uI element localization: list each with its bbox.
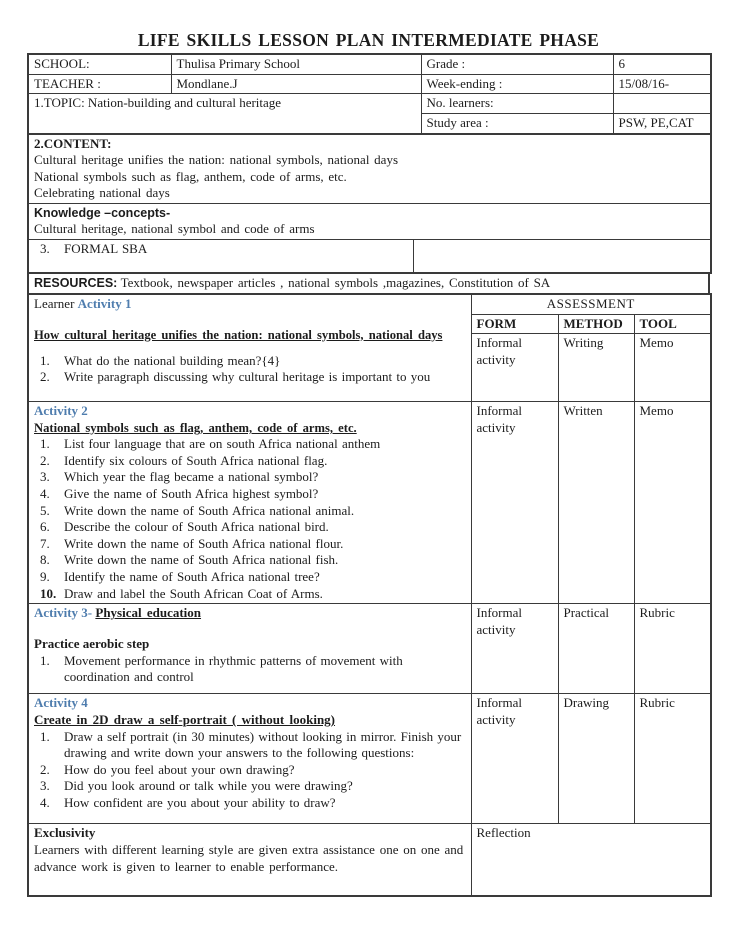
learners-value-cell	[613, 94, 711, 114]
activity-2-form-cell: Informal activity	[471, 402, 558, 604]
knowledge-heading: Knowledge –concepts-	[34, 206, 171, 220]
activity-1-label: Activity 1	[77, 296, 132, 312]
item-number: 7.	[40, 535, 50, 551]
content-row	[28, 134, 711, 204]
activity-4-label: Activity 4	[34, 695, 88, 711]
study-area-label-cell: Study area :	[421, 113, 613, 133]
item-number: 1.	[40, 728, 50, 744]
list-item	[34, 778, 466, 795]
formal-sba-number: 3.	[40, 240, 50, 256]
activity-3-method-cell: Practical	[558, 604, 634, 694]
assessment-header-cell: ASSESSMENT	[471, 294, 711, 314]
resources-text: Textbook, newspaper articles , national symbols ,magazines, Constitution of SA	[120, 275, 551, 291]
activity-1-tool-cell: Memo	[634, 334, 711, 402]
activity-2-cell	[28, 402, 471, 604]
teacher-row	[28, 74, 711, 94]
item-number: 1.	[40, 436, 50, 452]
exclusivity-text: Learners with different learning style are given extra assistance one on one and advance work is given to learner to enable performance.	[34, 841, 464, 874]
activity-1-label-line	[34, 296, 466, 313]
list-item	[34, 552, 466, 569]
content-heading: 2.CONTENT:	[34, 135, 112, 151]
list-item	[34, 536, 466, 553]
item-text: Movement performance in rhythmic patterns of movement with coordination and control	[64, 652, 403, 685]
content-line: Celebrating national days	[34, 185, 170, 201]
learners-label-cell: No. learners:	[421, 94, 613, 114]
activity-3-heading: Physical education	[95, 605, 202, 621]
item-text: Which year the flag became a national symbol?	[64, 469, 319, 485]
content-table	[27, 133, 712, 275]
study-area-value-cell: PSW, PE,CAT	[613, 113, 711, 133]
list-item	[34, 795, 466, 812]
tool-column-header: TOOL	[634, 314, 711, 334]
formal-sba-text: FORMAL SBA	[64, 240, 148, 256]
resources-cell	[28, 273, 709, 294]
resources-table	[27, 272, 710, 295]
item-text: Write paragraph discussing why cultural heritage is important to you	[64, 369, 431, 385]
activity-4-method-cell: Drawing	[558, 694, 634, 824]
list-item	[34, 762, 466, 779]
item-text: Write down the name of South Africa national animal.	[64, 502, 355, 518]
week-ending-value-cell: 15/08/16-	[613, 74, 711, 94]
activity-3-subheading: Practice aerobic step	[34, 635, 150, 651]
item-number: 1.	[40, 352, 50, 368]
grade-label-cell: Grade :	[421, 54, 613, 74]
teacher-label-cell: TEACHER :	[28, 74, 171, 94]
week-ending-label-cell: Week-ending :	[421, 74, 613, 94]
activity-1-heading: How cultural heritage unifies the nation: national symbols, national days	[34, 327, 443, 342]
activity-4-row	[28, 694, 711, 824]
list-item	[34, 486, 466, 503]
reflection-cell: Reflection	[471, 824, 711, 896]
teacher-value-cell: Mondlane.J	[171, 74, 421, 94]
list-item	[34, 369, 466, 386]
resources-label: RESOURCES:	[34, 276, 118, 291]
formal-sba-cell	[28, 239, 413, 273]
list-item	[34, 729, 466, 762]
item-number: 10.	[40, 585, 57, 601]
activity-3-label-line	[34, 605, 466, 622]
item-text: How do you feel about your own drawing?	[64, 761, 295, 777]
topic-cell: 1.TOPIC: Nation-building and cultural heritage	[28, 94, 421, 134]
item-text: Identify the name of South Africa national tree?	[64, 569, 320, 585]
activity-2-heading: National symbols such as flag, anthem, code of arms, etc.	[34, 421, 357, 435]
list-item	[34, 569, 466, 586]
activity-2-label: Activity 2	[34, 403, 88, 419]
item-text: What do the national building mean?{4}	[64, 352, 281, 368]
item-number: 3.	[40, 469, 50, 485]
activity-4-heading: Create in 2D draw a self-portrait ( without looking)	[34, 711, 336, 727]
content-cell	[28, 134, 711, 204]
topic-row	[28, 94, 711, 114]
item-number: 9.	[40, 569, 50, 585]
item-text: Did you look around or talk while you were drawing?	[64, 778, 353, 794]
item-number: 4.	[40, 795, 50, 811]
list-item	[34, 519, 466, 536]
item-text: Write down the name of South Africa national flour.	[64, 535, 344, 551]
exclusivity-heading: Exclusivity	[34, 825, 96, 841]
list-item	[34, 469, 466, 486]
item-text: List four language that are on south Africa national anthem	[64, 436, 381, 452]
item-text: How confident are you about your ability to draw?	[64, 795, 336, 811]
formal-sba-empty-cell	[413, 239, 711, 273]
exclusivity-row	[28, 824, 711, 896]
document-title: LIFE SKILLS LESSON PLAN INTERMEDIATE PHASE	[137, 30, 600, 50]
knowledge-row	[28, 204, 711, 240]
activity-3-row	[28, 604, 711, 694]
list-item	[34, 653, 466, 686]
activity-2-row	[28, 402, 711, 604]
item-number: 2.	[40, 369, 50, 385]
item-text: Draw and label the South African Coat of Arms.	[64, 585, 323, 601]
activity-3-form-cell: Informal activity	[471, 604, 558, 694]
item-text: Write down the name of South Africa national fish.	[64, 552, 339, 568]
list-item	[34, 503, 466, 520]
activity-3-tool-cell: Rubric	[634, 604, 711, 694]
knowledge-cell	[28, 204, 711, 240]
list-item	[34, 453, 466, 470]
header-info-table	[27, 53, 712, 135]
item-text: Describe the colour of South Africa national bird.	[64, 519, 329, 535]
formal-sba-row	[28, 239, 711, 273]
item-text: Give the name of South Africa highest symbol?	[64, 485, 319, 501]
item-number: 2.	[40, 452, 50, 468]
school-label-cell: SCHOOL:	[28, 54, 171, 74]
item-number: 3.	[40, 778, 50, 794]
activity-2-method-cell: Written	[558, 402, 634, 604]
list-item	[34, 436, 466, 453]
activity-3-label: Activity 3-	[34, 605, 93, 621]
item-text: Draw a self portrait (in 30 minutes) without looking in mirror. Finish your drawing and write down your answers to the following questions:	[64, 728, 462, 761]
content-line: National symbols such as flag, anthem, code of arms, etc.	[34, 168, 347, 184]
activity-1-cell	[28, 294, 471, 402]
activity-1-form-cell: Informal activity	[471, 334, 558, 402]
grade-value-cell: 6	[613, 54, 711, 74]
activity-2-tool-cell: Memo	[634, 402, 711, 604]
school-value-cell: Thulisa Primary School	[171, 54, 421, 74]
form-column-header: FORM	[471, 314, 558, 334]
assessment-header-row	[28, 294, 711, 314]
item-number: 4.	[40, 485, 50, 501]
activity-4-cell	[28, 694, 471, 824]
item-number: 1.	[40, 652, 50, 668]
activity-1-prefix: Learner	[34, 296, 75, 312]
activity-4-tool-cell: Rubric	[634, 694, 711, 824]
item-number: 6.	[40, 519, 50, 535]
list-item	[34, 586, 466, 603]
item-number: 2.	[40, 761, 50, 777]
item-text: Identify six colours of South Africa national flag.	[64, 452, 328, 468]
method-column-header: METHOD	[558, 314, 634, 334]
item-number: 8.	[40, 552, 50, 568]
activity-4-form-cell: Informal activity	[471, 694, 558, 824]
exclusivity-cell	[28, 824, 471, 896]
content-line: Cultural heritage unifies the nation: national symbols, national days	[34, 152, 399, 168]
list-item	[34, 353, 466, 370]
school-row	[28, 54, 711, 74]
activity-1-method-cell: Writing	[558, 334, 634, 402]
activities-table	[27, 293, 712, 897]
knowledge-text: Cultural heritage, national symbol and code of arms	[34, 221, 315, 236]
activity-3-cell	[28, 604, 471, 694]
resources-row	[28, 273, 709, 294]
item-number: 5.	[40, 502, 50, 518]
